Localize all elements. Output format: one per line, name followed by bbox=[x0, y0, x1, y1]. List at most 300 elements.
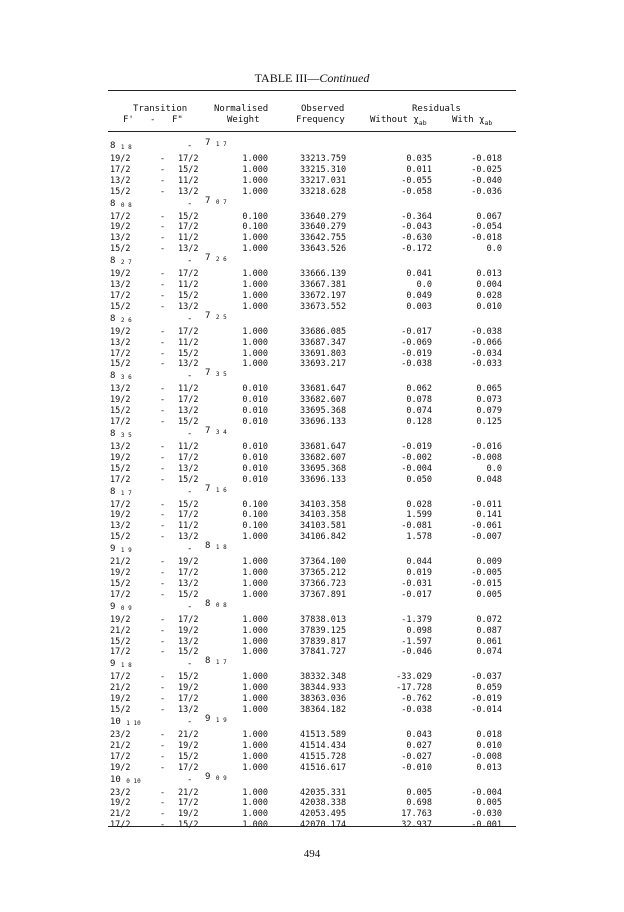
residual-with-cell: 0.013 bbox=[476, 269, 502, 280]
frequency-cell: 37367.891 bbox=[300, 589, 347, 600]
f-upper-cell: 17/2 bbox=[110, 647, 131, 658]
f-lower-cell: 13/2 bbox=[178, 578, 199, 589]
f-lower-cell: 19/2 bbox=[178, 557, 199, 568]
f-lower-cell: 13/2 bbox=[178, 705, 199, 716]
upper-level-k: 1 10 bbox=[126, 720, 141, 727]
dash-cell: - bbox=[160, 463, 166, 474]
table-row bbox=[0, 741, 624, 752]
f-lower-cell: 17/2 bbox=[178, 154, 199, 164]
upper-level-j: 9 bbox=[110, 601, 116, 612]
weight-cell: 1.000 bbox=[242, 820, 268, 831]
upper-level-k: 1 9 bbox=[120, 547, 132, 555]
table-row bbox=[0, 590, 624, 601]
frequency-cell: 33682.607 bbox=[300, 452, 347, 463]
weight-cell: 1.000 bbox=[242, 290, 268, 301]
dash-cell: - bbox=[160, 694, 166, 705]
upper-level-k: 2 6 bbox=[120, 316, 132, 324]
residual-without-cell: 0.043 bbox=[406, 730, 432, 740]
residual-without-cell: -1.597 bbox=[401, 636, 432, 647]
frequency-cell: 34103.358 bbox=[300, 510, 347, 521]
residual-without-cell: -0.004 bbox=[401, 463, 432, 474]
f-upper-cell: 23/2 bbox=[110, 730, 131, 740]
f-lower-cell: 11/2 bbox=[178, 337, 199, 348]
f-lower-cell: 21/2 bbox=[178, 730, 199, 740]
lower-level-k: 3 4 bbox=[215, 429, 227, 436]
f-lower-cell: 15/2 bbox=[178, 751, 199, 762]
header-with-label: With χ bbox=[452, 115, 485, 125]
dash-cell: - bbox=[160, 787, 166, 798]
weight-cell: 0.100 bbox=[242, 222, 268, 233]
dash-cell: - bbox=[160, 269, 166, 280]
residual-with-cell: 0.125 bbox=[476, 417, 502, 428]
weight-cell: 1.000 bbox=[242, 164, 268, 175]
dash-cell: - bbox=[160, 625, 166, 636]
header-normalised: Normalised bbox=[214, 104, 269, 114]
lower-level-label bbox=[205, 311, 227, 321]
residual-with-cell: -0.040 bbox=[471, 175, 502, 186]
upper-level-label bbox=[110, 717, 141, 727]
f-upper-cell: 15/2 bbox=[110, 406, 131, 417]
dash-cell: - bbox=[160, 820, 166, 831]
header-residuals: Residuals bbox=[412, 104, 461, 114]
table-row bbox=[0, 233, 624, 244]
weight-cell: 0.010 bbox=[242, 406, 268, 417]
table-row bbox=[0, 763, 624, 774]
lower-level-j: 7 bbox=[205, 253, 211, 264]
lower-level-j: 7 bbox=[205, 310, 211, 321]
f-lower-cell: 17/2 bbox=[178, 510, 199, 521]
f-lower-cell: 19/2 bbox=[178, 625, 199, 636]
f-upper-cell: 19/2 bbox=[110, 510, 131, 521]
f-upper-cell: 19/2 bbox=[110, 222, 131, 233]
header-dash: - bbox=[150, 115, 156, 125]
lower-level-label bbox=[205, 772, 227, 782]
f-upper-cell: 17/2 bbox=[110, 164, 131, 175]
upper-level-k: 2 7 bbox=[120, 259, 132, 267]
level-dash: - bbox=[187, 717, 193, 727]
f-lower-cell: 11/2 bbox=[178, 233, 199, 244]
residual-with-cell: -0.030 bbox=[471, 809, 502, 820]
residual-without-cell: 0.698 bbox=[406, 798, 432, 809]
residual-with-cell: -0.018 bbox=[471, 233, 502, 244]
frequency-cell: 42053.495 bbox=[300, 809, 347, 820]
weight-cell: 1.000 bbox=[242, 705, 268, 716]
residual-with-cell: 0.005 bbox=[476, 589, 502, 600]
dash-cell: - bbox=[160, 359, 166, 370]
dash-cell: - bbox=[160, 636, 166, 647]
weight-cell: 1.000 bbox=[242, 175, 268, 186]
f-upper-cell: 15/2 bbox=[110, 244, 131, 255]
dash-cell: - bbox=[160, 705, 166, 716]
lower-level-k: 1 7 bbox=[215, 659, 227, 667]
residual-without-cell: 0.098 bbox=[406, 625, 432, 636]
weight-cell: 1.000 bbox=[242, 154, 268, 164]
dash-cell: - bbox=[160, 510, 166, 521]
residual-with-cell: 0.0 bbox=[486, 463, 502, 474]
f-upper-cell: 15/2 bbox=[110, 578, 131, 589]
dash-cell: - bbox=[160, 568, 166, 579]
dash-cell: - bbox=[160, 647, 166, 658]
residual-without-cell: 0.044 bbox=[406, 557, 432, 568]
table-row bbox=[0, 453, 624, 464]
f-upper-cell: 17/2 bbox=[110, 499, 131, 510]
lower-level-label bbox=[205, 484, 227, 494]
residual-without-cell: 17.763 bbox=[401, 809, 432, 820]
frequency-cell: 33672.197 bbox=[300, 290, 347, 301]
f-upper-cell: 19/2 bbox=[110, 762, 131, 773]
f-lower-cell: 11/2 bbox=[178, 175, 199, 186]
lower-level-k: 3 5 bbox=[215, 371, 227, 379]
table-row bbox=[0, 464, 624, 475]
frequency-cell: 33217.031 bbox=[300, 175, 347, 186]
f-lower-cell: 15/2 bbox=[178, 647, 199, 658]
weight-cell: 1.000 bbox=[242, 233, 268, 244]
weight-cell: 1.000 bbox=[242, 578, 268, 589]
residual-with-cell: 0.065 bbox=[476, 384, 502, 395]
residual-without-cell: -0.762 bbox=[401, 694, 432, 705]
residual-without-cell: 0.128 bbox=[406, 417, 432, 428]
dash-cell: - bbox=[160, 614, 166, 625]
lower-level-j: 7 bbox=[205, 138, 211, 148]
lower-level-k: 1 8 bbox=[215, 544, 227, 552]
weight-cell: 1.000 bbox=[242, 625, 268, 636]
f-lower-cell: 15/2 bbox=[178, 474, 199, 485]
f-lower-cell: 13/2 bbox=[178, 244, 199, 255]
f-upper-cell: 13/2 bbox=[110, 280, 131, 291]
lower-level-k: 2 6 bbox=[215, 256, 227, 264]
f-upper-cell: 15/2 bbox=[110, 186, 131, 197]
weight-cell: 1.000 bbox=[242, 337, 268, 348]
weight-cell: 1.000 bbox=[242, 614, 268, 625]
f-upper-cell: 19/2 bbox=[110, 614, 131, 625]
table-row bbox=[0, 269, 624, 280]
table-row bbox=[0, 280, 624, 291]
f-lower-cell: 13/2 bbox=[178, 532, 199, 543]
f-lower-cell: 15/2 bbox=[178, 417, 199, 428]
upper-level-label bbox=[110, 429, 132, 439]
f-upper-cell: 15/2 bbox=[110, 301, 131, 312]
f-lower-cell: 13/2 bbox=[178, 406, 199, 417]
f-upper-cell: 17/2 bbox=[110, 348, 131, 359]
dash-cell: - bbox=[160, 740, 166, 751]
residual-without-cell: 0.003 bbox=[406, 301, 432, 312]
f-upper-cell: 19/2 bbox=[110, 452, 131, 463]
upper-level-j: 9 bbox=[110, 659, 116, 670]
f-upper-cell: 19/2 bbox=[110, 568, 131, 579]
weight-cell: 1.000 bbox=[242, 672, 268, 683]
frequency-cell: 38332.348 bbox=[300, 672, 347, 683]
frequency-cell: 33213.759 bbox=[300, 154, 347, 164]
frequency-cell: 38363.036 bbox=[300, 694, 347, 705]
f-upper-cell: 17/2 bbox=[110, 474, 131, 485]
f-upper-cell: 23/2 bbox=[110, 787, 131, 798]
weight-cell: 1.000 bbox=[242, 244, 268, 255]
f-lower-cell: 15/2 bbox=[178, 348, 199, 359]
lower-level-k: 2 5 bbox=[215, 313, 227, 321]
residual-without-cell: 0.0 bbox=[416, 280, 432, 291]
upper-level-j: 10 bbox=[110, 717, 121, 727]
frequency-cell: 33687.347 bbox=[300, 337, 347, 348]
header-without-label: Without χ bbox=[370, 115, 419, 125]
weight-cell: 1.000 bbox=[242, 636, 268, 647]
residual-without-cell: -0.019 bbox=[401, 348, 432, 359]
table-row bbox=[0, 683, 624, 694]
table-row bbox=[0, 359, 624, 370]
residual-without-cell: 0.049 bbox=[406, 290, 432, 301]
residual-without-cell: -0.172 bbox=[401, 244, 432, 255]
residual-with-cell: -0.019 bbox=[471, 694, 502, 705]
f-lower-cell: 19/2 bbox=[178, 740, 199, 751]
level-dash: - bbox=[187, 544, 193, 555]
dash-cell: - bbox=[160, 452, 166, 463]
residual-with-cell: 0.059 bbox=[476, 683, 502, 694]
table-row bbox=[0, 705, 624, 716]
dash-cell: - bbox=[160, 164, 166, 175]
weight-cell: 0.010 bbox=[242, 417, 268, 428]
f-upper-cell: 21/2 bbox=[110, 557, 131, 568]
weight-cell: 0.010 bbox=[242, 452, 268, 463]
table-row bbox=[0, 222, 624, 233]
table-row bbox=[0, 395, 624, 406]
lower-level-k: 1 6 bbox=[215, 486, 227, 494]
header-f-lower: F" bbox=[172, 115, 183, 125]
residual-without-cell: -0.038 bbox=[401, 705, 432, 716]
f-upper-cell: 17/2 bbox=[110, 672, 131, 683]
f-upper-cell: 13/2 bbox=[110, 337, 131, 348]
lower-level-k: 0 9 bbox=[215, 774, 227, 782]
table-title-main: TABLE III— bbox=[254, 71, 320, 85]
f-lower-cell: 17/2 bbox=[178, 568, 199, 579]
lower-level-j: 9 bbox=[205, 714, 211, 724]
header-f-upper: F' bbox=[123, 115, 134, 125]
header-observed: Observed bbox=[301, 104, 345, 114]
f-lower-cell: 19/2 bbox=[178, 809, 199, 820]
residual-with-cell: 0.004 bbox=[476, 280, 502, 291]
weight-cell: 1.000 bbox=[242, 730, 268, 740]
table-row bbox=[0, 187, 624, 198]
header-without-sub: ab bbox=[418, 118, 427, 127]
upper-level-j: 8 bbox=[110, 429, 116, 439]
page-number: 494 bbox=[303, 848, 321, 860]
residual-with-cell: -0.038 bbox=[471, 326, 502, 337]
f-lower-cell: 17/2 bbox=[178, 452, 199, 463]
f-lower-cell: 15/2 bbox=[178, 499, 199, 510]
header-frequency: Frequency bbox=[296, 115, 345, 125]
upper-level-k: 3 5 bbox=[120, 432, 132, 439]
table-row bbox=[0, 154, 624, 165]
residual-with-cell: -0.033 bbox=[471, 359, 502, 370]
weight-cell: 0.010 bbox=[242, 395, 268, 406]
frequency-cell: 33695.368 bbox=[300, 463, 347, 474]
upper-level-label bbox=[110, 141, 132, 151]
residual-without-cell: -0.069 bbox=[401, 337, 432, 348]
f-upper-cell: 15/2 bbox=[110, 705, 131, 716]
upper-level-j: 8 bbox=[110, 141, 116, 151]
frequency-cell: 33691.803 bbox=[300, 348, 347, 359]
residual-with-cell: 0.061 bbox=[476, 636, 502, 647]
residual-with-cell: -0.008 bbox=[471, 452, 502, 463]
dash-cell: - bbox=[160, 222, 166, 233]
f-upper-cell: 17/2 bbox=[110, 417, 131, 428]
residual-without-cell: -0.058 bbox=[401, 186, 432, 197]
header-weight: Weight bbox=[227, 115, 260, 125]
upper-level-k: 0 8 bbox=[120, 201, 132, 209]
residual-without-cell: 0.011 bbox=[406, 164, 432, 175]
residual-without-cell: 0.005 bbox=[406, 787, 432, 798]
upper-level-k: 3 6 bbox=[120, 374, 132, 382]
frequency-cell: 37364.100 bbox=[300, 557, 347, 568]
residual-with-cell: -0.018 bbox=[471, 154, 502, 164]
frequency-cell: 33640.279 bbox=[300, 211, 347, 222]
frequency-cell: 33667.381 bbox=[300, 280, 347, 291]
frequency-cell: 33673.552 bbox=[300, 301, 347, 312]
weight-cell: 0.010 bbox=[242, 384, 268, 395]
frequency-cell: 33640.279 bbox=[300, 222, 347, 233]
lower-level-j: 8 bbox=[205, 541, 211, 552]
weight-cell: 1.000 bbox=[242, 280, 268, 291]
residual-without-cell: -0.364 bbox=[401, 211, 432, 222]
residual-with-cell: -0.007 bbox=[471, 532, 502, 543]
frequency-cell: 37839.817 bbox=[300, 636, 347, 647]
upper-level-label bbox=[110, 371, 132, 381]
residual-with-cell: 0.028 bbox=[476, 290, 502, 301]
dash-cell: - bbox=[160, 499, 166, 510]
f-lower-cell: 17/2 bbox=[178, 798, 199, 809]
frequency-cell: 37366.723 bbox=[300, 578, 347, 589]
upper-level-label bbox=[110, 602, 132, 612]
f-upper-cell: 19/2 bbox=[110, 395, 131, 406]
lower-level-k: 1 7 bbox=[215, 141, 227, 148]
frequency-cell: 33686.085 bbox=[300, 326, 347, 337]
frequency-cell: 41516.617 bbox=[300, 762, 347, 773]
residual-without-cell: -0.010 bbox=[401, 762, 432, 773]
f-upper-cell: 13/2 bbox=[110, 442, 131, 452]
weight-cell: 1.000 bbox=[242, 301, 268, 312]
weight-cell: 0.100 bbox=[242, 499, 268, 510]
dash-cell: - bbox=[160, 589, 166, 600]
frequency-cell: 33215.310 bbox=[300, 164, 347, 175]
table-row bbox=[0, 212, 624, 223]
table-row bbox=[0, 510, 624, 521]
residual-without-cell: 0.062 bbox=[406, 384, 432, 395]
residual-without-cell: 0.019 bbox=[406, 568, 432, 579]
residual-with-cell: -0.054 bbox=[471, 222, 502, 233]
header-bottom-rule bbox=[108, 131, 516, 132]
level-dash: - bbox=[187, 429, 193, 439]
residual-with-cell: -0.014 bbox=[471, 705, 502, 716]
dash-cell: - bbox=[160, 417, 166, 428]
residual-without-cell: -0.055 bbox=[401, 175, 432, 186]
residual-with-cell: -0.025 bbox=[471, 164, 502, 175]
frequency-cell: 33682.607 bbox=[300, 395, 347, 406]
residual-with-cell: -0.005 bbox=[471, 568, 502, 579]
upper-level-k: 1 8 bbox=[120, 144, 132, 151]
residual-with-cell: -0.034 bbox=[471, 348, 502, 359]
f-lower-cell: 19/2 bbox=[178, 683, 199, 694]
residual-without-cell: 32.937 bbox=[401, 820, 432, 831]
frequency-cell: 41513.589 bbox=[300, 730, 347, 740]
upper-level-j: 10 bbox=[110, 774, 121, 785]
table-row bbox=[0, 291, 624, 302]
dash-cell: - bbox=[160, 395, 166, 406]
transition-group bbox=[0, 771, 624, 845]
weight-cell: 1.000 bbox=[242, 359, 268, 370]
lower-level-k: 1 9 bbox=[215, 717, 227, 724]
table-row bbox=[0, 442, 624, 453]
f-upper-cell: 15/2 bbox=[110, 532, 131, 543]
residual-without-cell: -0.038 bbox=[401, 359, 432, 370]
residual-without-cell: -1.379 bbox=[401, 614, 432, 625]
residual-without-cell: 1.599 bbox=[406, 510, 432, 521]
weight-cell: 1.000 bbox=[242, 694, 268, 705]
table-row bbox=[0, 244, 624, 255]
dash-cell: - bbox=[160, 154, 166, 164]
f-upper-cell: 15/2 bbox=[110, 636, 131, 647]
frequency-cell: 37839.125 bbox=[300, 625, 347, 636]
table-row bbox=[0, 521, 624, 532]
residual-with-cell: -0.015 bbox=[471, 578, 502, 589]
lower-level-j: 7 bbox=[205, 426, 211, 436]
residual-with-cell: 0.005 bbox=[476, 798, 502, 809]
f-lower-cell: 15/2 bbox=[178, 672, 199, 683]
table-row bbox=[0, 568, 624, 579]
weight-cell: 0.010 bbox=[242, 474, 268, 485]
table-row bbox=[0, 165, 624, 176]
f-lower-cell: 13/2 bbox=[178, 463, 199, 474]
weight-cell: 1.000 bbox=[242, 798, 268, 809]
dash-cell: - bbox=[160, 211, 166, 222]
residual-with-cell: 0.072 bbox=[476, 614, 502, 625]
f-upper-cell: 13/2 bbox=[110, 384, 131, 395]
f-lower-cell: 17/2 bbox=[178, 614, 199, 625]
f-upper-cell: 17/2 bbox=[110, 290, 131, 301]
residual-without-cell: -0.017 bbox=[401, 589, 432, 600]
level-dash: - bbox=[187, 371, 193, 382]
residual-with-cell: -0.011 bbox=[471, 499, 502, 510]
table-row bbox=[0, 809, 624, 820]
weight-cell: 1.000 bbox=[242, 348, 268, 359]
f-lower-cell: 11/2 bbox=[178, 521, 199, 532]
upper-level-k: 1 8 bbox=[120, 662, 132, 670]
level-dash: - bbox=[187, 256, 193, 267]
residual-without-cell: -0.027 bbox=[401, 751, 432, 762]
lower-level-label bbox=[205, 599, 227, 609]
table-bottom-rule bbox=[108, 826, 516, 827]
table-row bbox=[0, 349, 624, 360]
frequency-cell: 38344.933 bbox=[300, 683, 347, 694]
residual-without-cell: 0.050 bbox=[406, 474, 432, 485]
lower-level-label bbox=[205, 426, 227, 436]
weight-cell: 1.000 bbox=[242, 532, 268, 543]
f-upper-cell: 15/2 bbox=[110, 463, 131, 474]
frequency-cell: 34103.581 bbox=[300, 521, 347, 532]
frequency-cell: 41514.434 bbox=[300, 740, 347, 751]
table-title-continued: Continued bbox=[319, 71, 370, 85]
residual-without-cell: -0.019 bbox=[401, 442, 432, 452]
upper-level-label bbox=[110, 256, 132, 266]
weight-cell: 1.000 bbox=[242, 269, 268, 280]
table-row bbox=[0, 694, 624, 705]
header-top-rule bbox=[108, 90, 516, 91]
table-row bbox=[0, 730, 624, 741]
frequency-cell: 42035.331 bbox=[300, 787, 347, 798]
residual-without-cell: -0.002 bbox=[401, 452, 432, 463]
level-dash: - bbox=[187, 774, 193, 785]
f-upper-cell: 17/2 bbox=[110, 211, 131, 222]
f-upper-cell: 21/2 bbox=[110, 809, 131, 820]
table-row bbox=[0, 788, 624, 799]
upper-level-j: 8 bbox=[110, 198, 116, 209]
